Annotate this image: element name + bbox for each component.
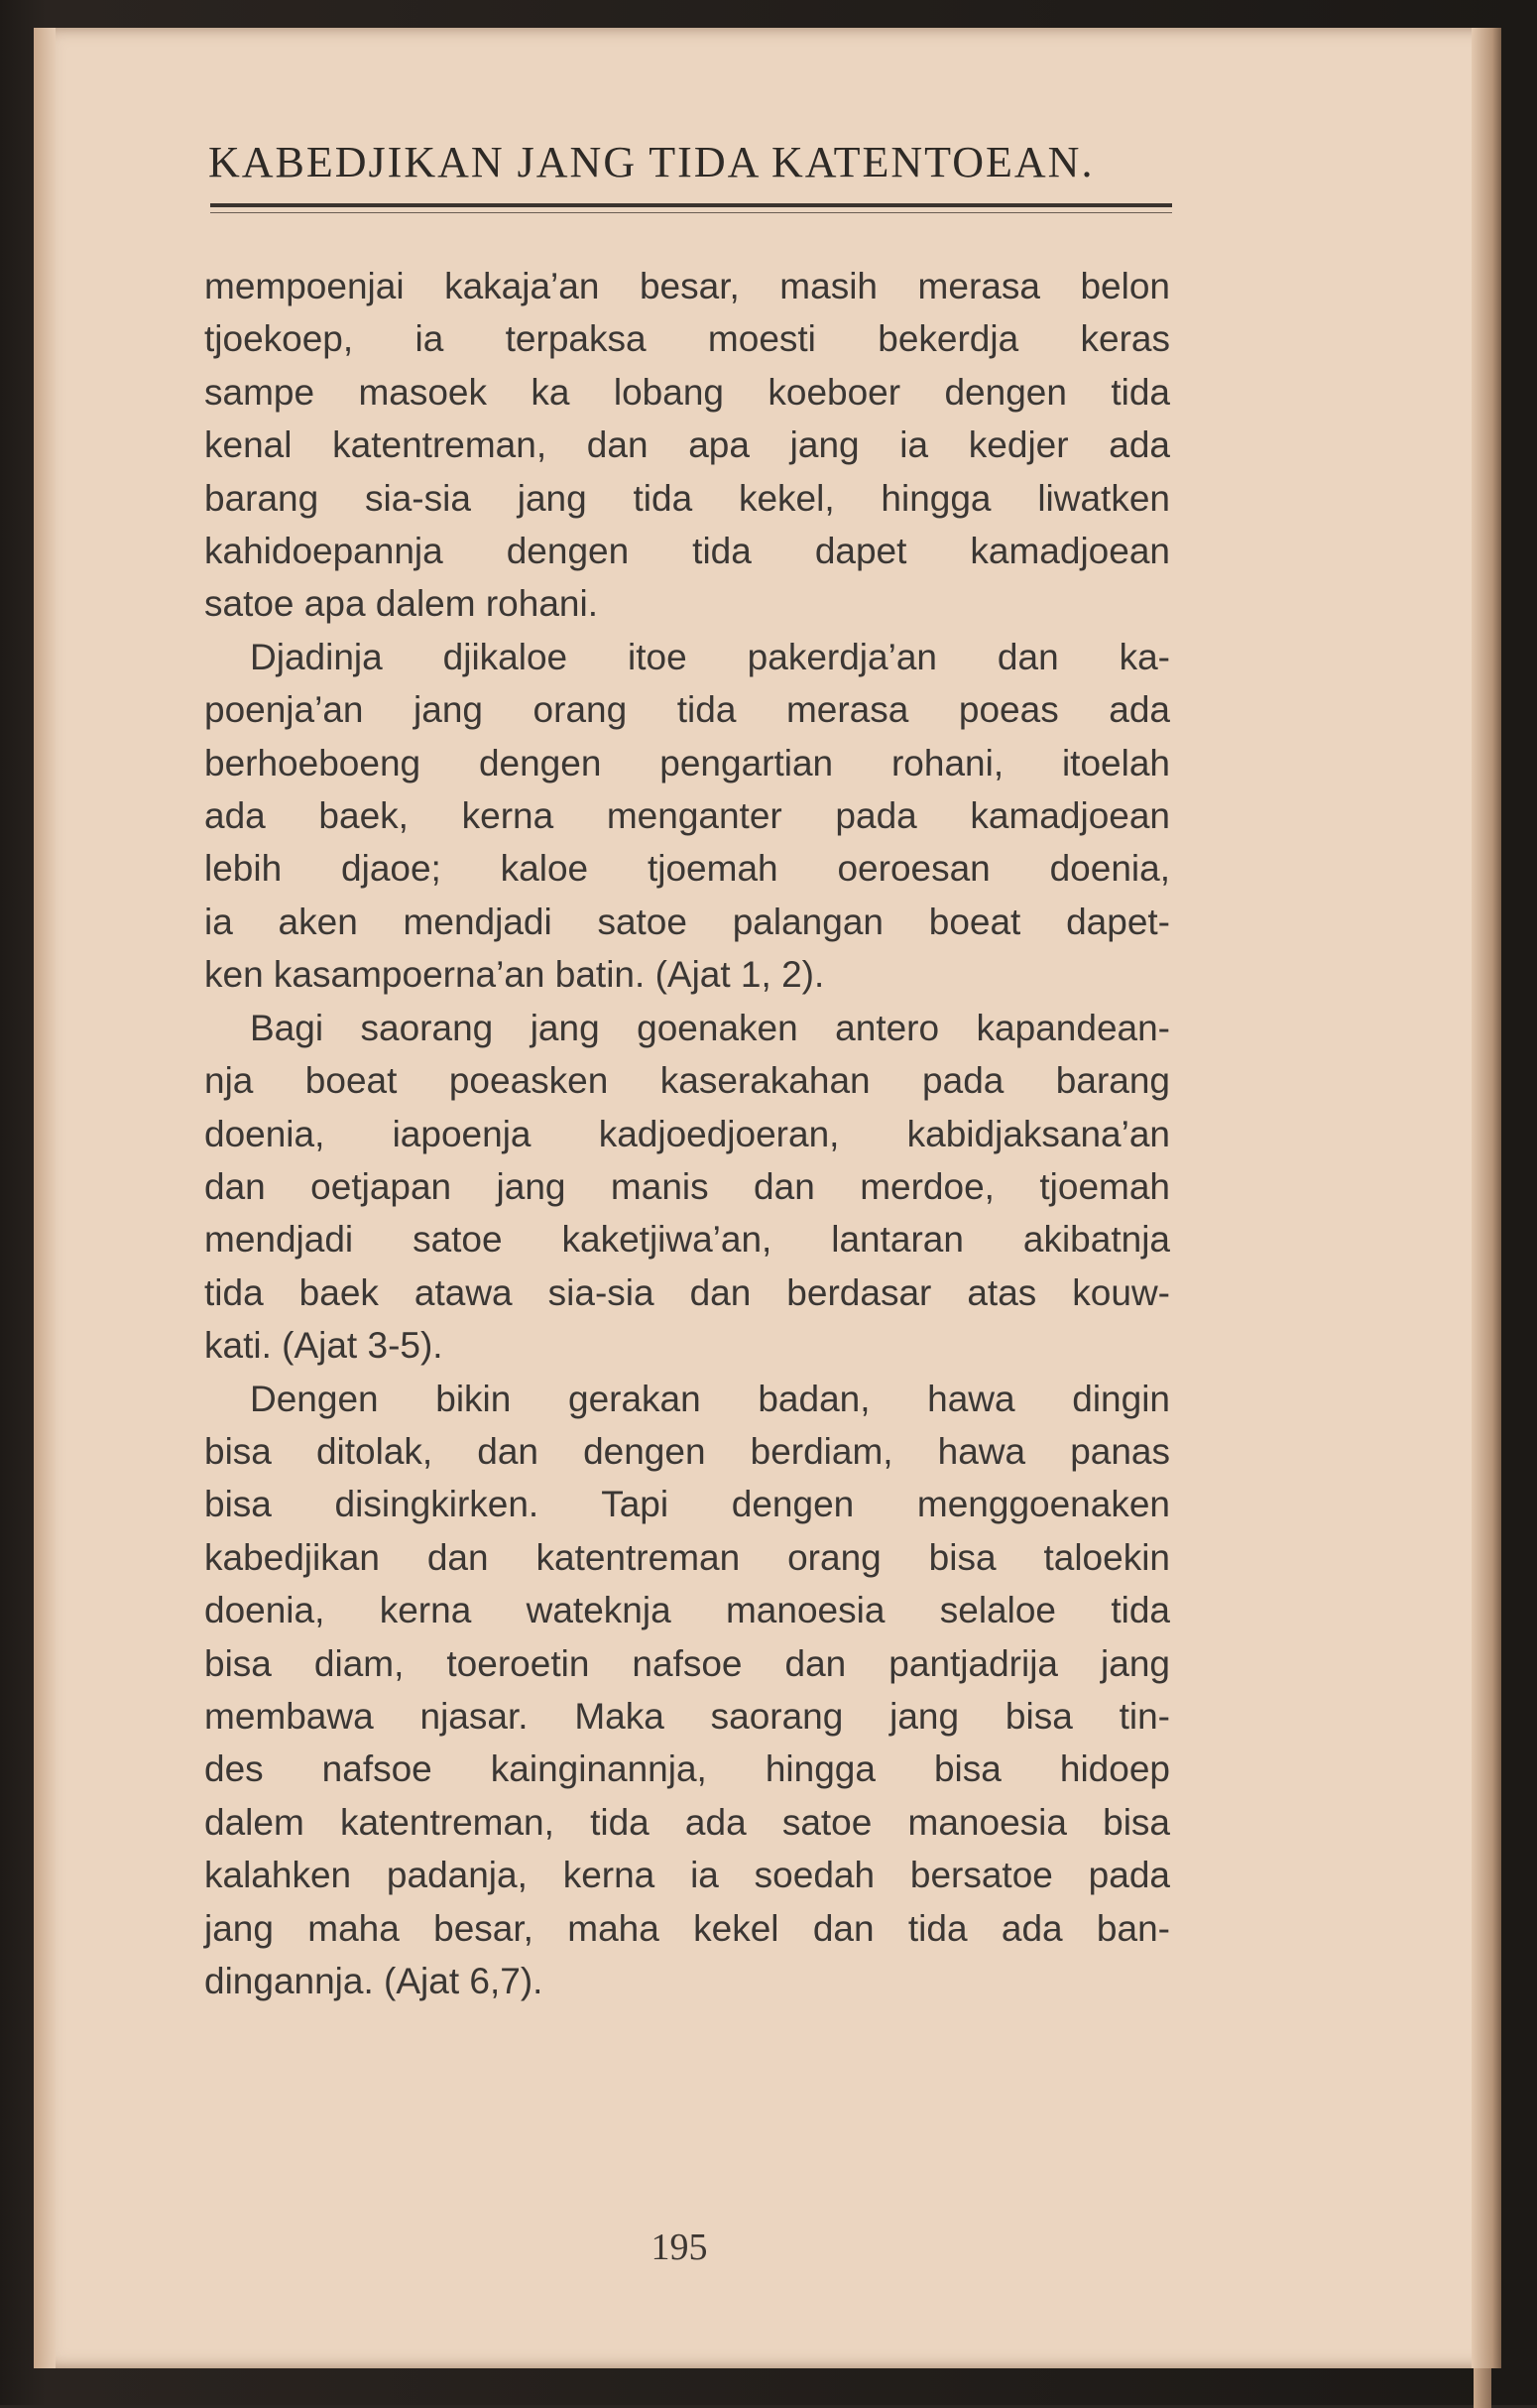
text-line: sampe masoek ka lobang koeboer dengen tida	[204, 371, 1170, 413]
header-rule	[210, 203, 1172, 207]
paragraph-2	[204, 631, 1170, 1002]
text-line: mempoenjai kakaja’an besar, masih merasa belon	[204, 266, 1170, 306]
text-line: membawa njasar. Maka saorang jang bisa tin-	[204, 1695, 1170, 1737]
body-text	[204, 260, 1170, 2007]
text-line: Djadinja djikaloe itoe pakerdja’an dan ka-	[250, 636, 1170, 677]
text-line: barang sia-sia jang tida kekel, hingga liwatken	[204, 477, 1170, 519]
text-line: dan oetjapan jang manis dan merdoe, tjoemah	[204, 1165, 1170, 1207]
page-number: 195	[650, 2227, 708, 2268]
text-line: bisa disingkirken. Tapi dengen menggoenaken	[204, 1484, 1170, 1525]
running-head: KABEDJIKAN JANG TIDA KATENTOEAN.	[208, 138, 1095, 186]
text-line: satoe apa dalem rohani.	[204, 583, 598, 625]
text-line: Bagi saorang jang goenaken antero kapandean-	[250, 1007, 1170, 1048]
text-line: kenal katentreman, dan apa jang ia kedjer ada	[204, 424, 1170, 466]
text-line: tjoekoep, ia terpaksa moesti bekerdja keras	[204, 318, 1170, 360]
text-line: lebih djaoe; kaloe tjoemah oeroesan doenia,	[204, 848, 1170, 890]
text-line: Dengen bikin gerakan badan, hawa dingin	[250, 1378, 1170, 1419]
text-line: bisa diam, toeroetin nafsoe dan pantjadrija jang	[204, 1642, 1170, 1684]
text-line: dingannja. (Ajat 6,7).	[204, 1961, 543, 2001]
paragraph-3	[204, 1002, 1170, 1373]
text-line: bisa ditolak, dan dengen berdiam, hawa panas	[204, 1430, 1170, 1472]
text-line: kati. (Ajat 3-5).	[204, 1325, 443, 1367]
text-line: doenia, kerna wateknja manoesia selaloe tida	[204, 1590, 1170, 1631]
text-line: jang maha besar, maha kekel dan tida ada ban-	[204, 1907, 1170, 1949]
text-line: ken kasampoerna’an batin. (Ajat 1, 2).	[204, 954, 825, 996]
header-rule-thin	[210, 212, 1172, 213]
text-line: kabedjikan dan katentreman orang bisa taloekin	[204, 1536, 1170, 1578]
text-line: poenja’an jang orang tida merasa poeas ada	[204, 689, 1170, 731]
text-line: ia aken mendjadi satoe palangan boeat dapet-	[204, 901, 1170, 942]
text-line: kahidoepannja dengen tida dapet kamadjoean	[204, 531, 1170, 572]
text-line: kalahken padanja, kerna ia soedah bersatoe pada	[204, 1855, 1170, 1896]
text-line: mendjadi satoe kaketjiwa’an, lantaran akibatnja	[204, 1219, 1170, 1261]
text-line: berhoeboeng dengen pengartian rohani, itoelah	[204, 742, 1170, 783]
paragraph-4	[204, 1373, 1170, 2008]
text-line: tida baek atawa sia-sia dan berdasar atas kouw-	[204, 1271, 1170, 1313]
page-edge-shadow	[1474, 48, 1491, 2408]
text-line: doenia, iapoenja kadjoedjoeran, kabidjaksana’an	[204, 1113, 1170, 1154]
text-line: des nafsoe kainginannja, hingga bisa hidoep	[204, 1748, 1170, 1790]
text-line: nja boeat poeasken kaserakahan pada barang	[204, 1060, 1170, 1102]
paragraph-1	[204, 260, 1170, 631]
text-line: dalem katentreman, tida ada satoe manoesia bisa	[204, 1801, 1170, 1843]
text-line: ada baek, kerna menganter pada kamadjoean	[204, 795, 1170, 837]
